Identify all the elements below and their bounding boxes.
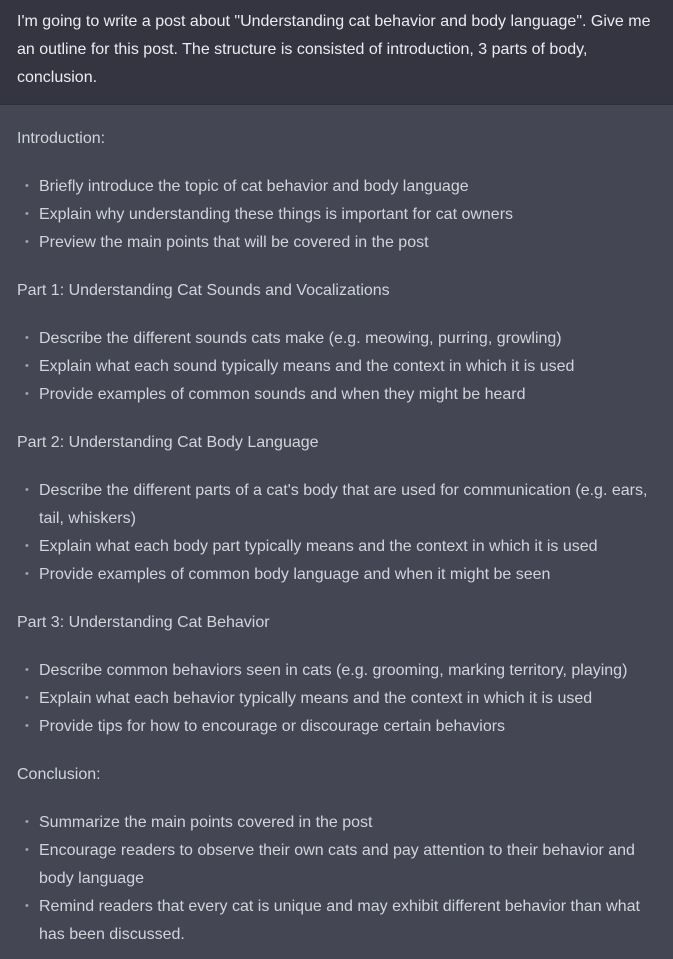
- bullet-list-introduction: [17, 173, 656, 257]
- bullet-icon: [25, 567, 30, 577]
- list-item-text: Encourage readers to observe their own cats and pay attention to their behavior and body language: [39, 842, 635, 887]
- bullet-icon: [25, 207, 30, 217]
- assistant-message: [0, 105, 673, 959]
- user-message-text: I'm going to write a post about "Understanding cat behavior and body language". Give me an outline for this post. The structure is consisted of introduction, 3 parts of body, conclusion.: [17, 13, 651, 86]
- list-item: [17, 229, 656, 257]
- bullet-icon: [25, 691, 30, 701]
- bullet-icon: [25, 235, 30, 245]
- list-item: [17, 201, 656, 229]
- list-item-text: Briefly introduce the topic of cat behavior and body language: [39, 178, 469, 195]
- list-item-text: Summarize the main points covered in the post: [39, 814, 373, 831]
- bullet-icon: [25, 359, 30, 369]
- list-item: [17, 533, 656, 561]
- bullet-list-conclusion: [17, 809, 656, 949]
- list-item: [17, 381, 656, 409]
- bullet-list-part-1: [17, 325, 656, 409]
- list-item: [17, 325, 656, 353]
- list-item: [17, 477, 656, 533]
- section-heading-part-2: Part 2: Understanding Cat Body Language: [17, 434, 319, 451]
- list-item: [17, 353, 656, 381]
- section-heading-part-3: Part 3: Understanding Cat Behavior: [17, 614, 270, 631]
- list-item: [17, 809, 656, 837]
- list-item: [17, 561, 656, 589]
- list-item-text: Explain what each behavior typically means and the context in which it is used: [39, 690, 593, 707]
- bullet-icon: [25, 663, 30, 673]
- list-item-text: Provide examples of common body language and when it might be seen: [39, 566, 551, 583]
- user-message: [0, 0, 673, 105]
- bullet-list-part-3: [17, 657, 656, 741]
- bullet-icon: [25, 815, 30, 825]
- list-item-text: Describe the different sounds cats make (e.g. meowing, purring, growling): [39, 330, 562, 347]
- list-item: [17, 685, 656, 713]
- bullet-icon: [25, 387, 30, 397]
- bullet-icon: [25, 843, 30, 853]
- section-heading-introduction: Introduction:: [17, 130, 106, 147]
- list-item-text: Preview the main points that will be covered in the post: [39, 234, 429, 251]
- bullet-icon: [25, 899, 30, 909]
- bullet-icon: [25, 483, 30, 493]
- bullet-icon: [25, 719, 30, 729]
- list-item-text: Explain what each body part typically means and the context in which it is used: [39, 538, 598, 555]
- list-item: [17, 173, 656, 201]
- list-item: [17, 657, 656, 685]
- list-item-text: Describe common behaviors seen in cats (e.g. grooming, marking territory, playing): [39, 662, 628, 679]
- list-item: [17, 713, 656, 741]
- list-item-text: Provide examples of common sounds and when they might be heard: [39, 386, 526, 403]
- bullet-icon: [25, 539, 30, 549]
- section-heading-part-1: Part 1: Understanding Cat Sounds and Vocalizations: [17, 282, 390, 299]
- list-item-text: Explain why understanding these things is important for cat owners: [39, 206, 514, 223]
- list-item-text: Provide tips for how to encourage or discourage certain behaviors: [39, 718, 506, 735]
- section-heading-conclusion: Conclusion:: [17, 766, 101, 783]
- list-item-text: Remind readers that every cat is unique and may exhibit different behavior than what has been discussed.: [39, 898, 640, 943]
- list-item-text: Describe the different parts of a cat's body that are used for communication (e.g. ears, tail, whiskers): [39, 482, 648, 527]
- bullet-icon: [25, 331, 30, 341]
- list-item: [17, 837, 656, 893]
- list-item-text: Explain what each sound typically means and the context in which it is used: [39, 358, 575, 375]
- list-item: [17, 893, 656, 949]
- bullet-list-part-2: [17, 477, 656, 589]
- bullet-icon: [25, 179, 30, 189]
